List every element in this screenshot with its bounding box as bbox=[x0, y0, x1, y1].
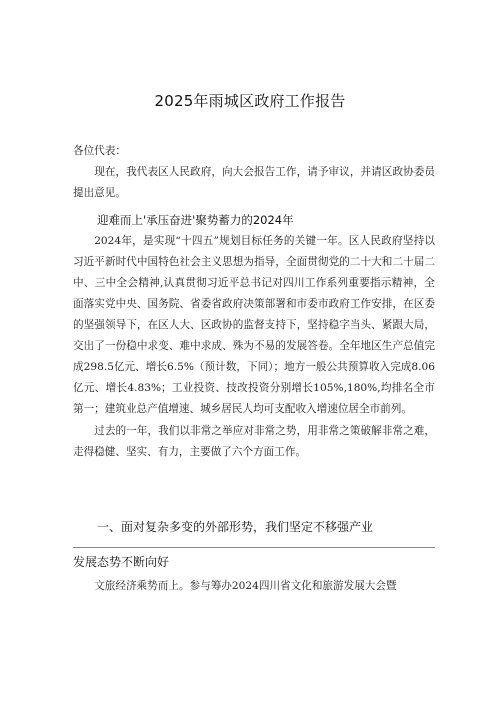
paragraph-2024: 2024年，是实现“十四五”规划目标任务的关键一年。区人民政府坚持以习近平新时代中国特色社会主义思想为指导，全面贯彻党的二十大和二十届二中、三中全会精神,认真贯彻习近平总书记对四川工作系列重要指示精神，全面落实党中央、国务院、省委省政府决策部署和市委市政府工作安排，在区委的坚强领导下，在区人大、区政协的监督支持下，坚持稳字当头、紧跟大局，交出了一份稳中求变、难中求成、殊为不易的发展答卷。全年地区生产总值完成298.5亿元、增长6.5%（预计数，下同）；地方一般公共预算收入完成8.06亿元、增长4.83%；工业投资、技改投资分别增长105%,180%,均排名全市第一；建筑业总产值增速、城乡居民人均可支配收入增速位居全市前列。 bbox=[73, 235, 435, 415]
tourism-block bbox=[73, 576, 435, 597]
section-one-heading-continued: 发展态势不断向好 bbox=[73, 555, 170, 569]
paragraph-past-year: 过去的一年，我们以非常之举应对非常之势，用非常之策破解非常之难，走得稳健、坚实、有力，主要做了六个方面工作。 bbox=[73, 425, 435, 458]
salutation-block bbox=[73, 141, 435, 204]
salutation: 各位代表： bbox=[73, 145, 126, 157]
document-title: 2025年雨城区政府工作报告 bbox=[154, 92, 346, 110]
review-block bbox=[73, 231, 435, 463]
intro-paragraph: 现在，我代表区人民政府，向大会报告工作，请予审议，并请区政协委员提出意见。 bbox=[73, 166, 435, 199]
section-divider bbox=[73, 547, 435, 548]
section-one-heading: 一、面对复杂多变的外部形势，我们坚定不移强产业 bbox=[97, 520, 374, 534]
paragraph-tourism: 文旅经济乘势而上。参与筹办2024四川省文化和旅游发展大会暨 bbox=[94, 580, 397, 592]
section-heading-2024: 迎难而上'承压奋进'聚势蓄力的2024年 bbox=[97, 213, 294, 227]
